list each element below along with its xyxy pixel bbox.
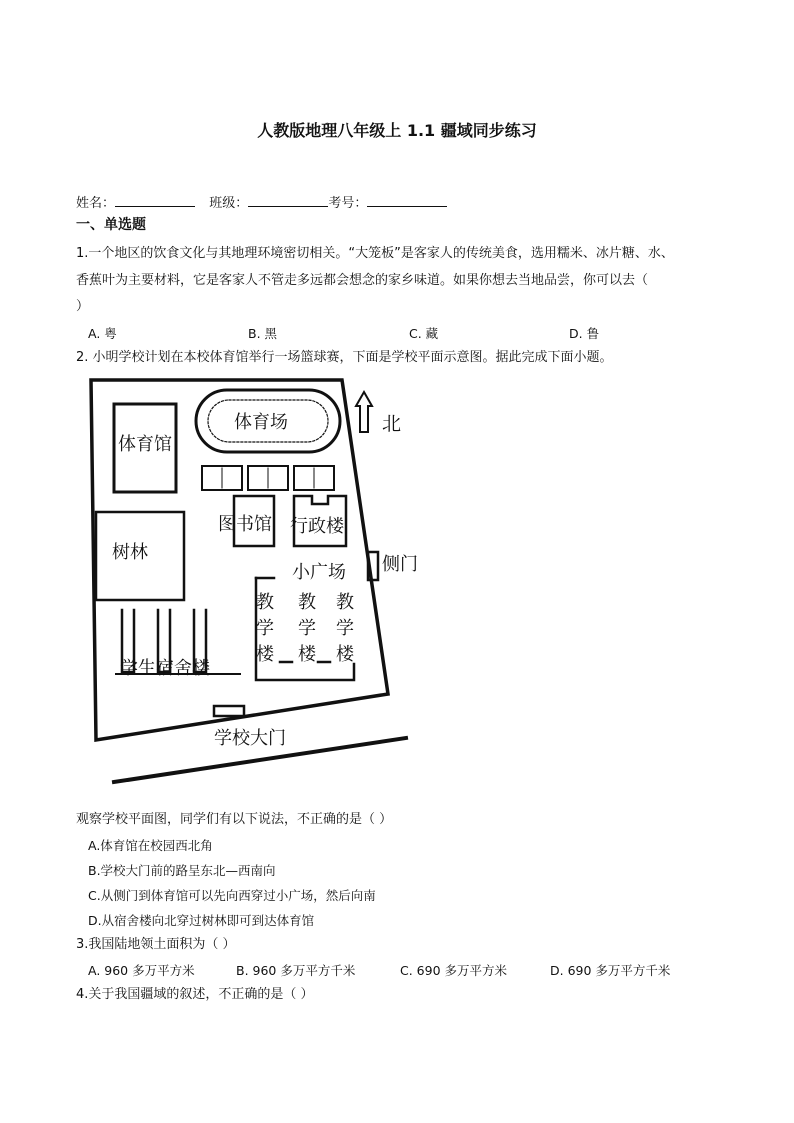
q2-option-a[interactable]: A.体育馆在校园西北角 <box>88 838 213 853</box>
north-arrow-icon <box>356 392 372 432</box>
q2-stem: 2. 小明学校计划在本校体育馆举行一场篮球赛，下面是学校平面示意图。据此完成下面小题。 <box>76 350 613 365</box>
teaching-label-2-char-3: 楼 <box>298 644 316 665</box>
teaching-label-1-char-3: 楼 <box>256 644 274 665</box>
plaza-label: 小广场 <box>292 562 346 583</box>
teaching-label-3-char-3: 楼 <box>336 644 354 665</box>
name-label: 姓名： <box>76 196 116 211</box>
q1-option-b[interactable]: B. 黑 <box>248 326 278 341</box>
main-gate <box>214 706 244 716</box>
library-label: 图书馆 <box>218 514 272 535</box>
id-blank[interactable] <box>367 192 447 207</box>
teaching-label-3-char-1: 教 <box>336 592 354 613</box>
q3-option-d[interactable]: D. 690 多万平方千米 <box>550 963 671 978</box>
q2-option-c[interactable]: C.从侧门到体育馆可以先向西穿过小广场，然后向南 <box>88 888 376 903</box>
q1-option-c[interactable]: C. 藏 <box>409 326 439 341</box>
side-gate-label: 侧门 <box>382 554 418 575</box>
page-title: 人教版地理八年级上 1.1 疆域同步练习 <box>257 121 537 140</box>
q4-stem: 4.关于我国疆域的叙述，不正确的是（ ） <box>76 987 314 1002</box>
q2-sub-stem: 观察学校平面图，同学们有以下说法，不正确的是（ ） <box>76 812 393 827</box>
q1-line3: ） <box>76 299 90 314</box>
q3-option-b[interactable]: B. 960 多万平方千米 <box>236 963 356 978</box>
q2-option-b[interactable]: B.学校大门前的路呈东北—西南向 <box>88 863 276 878</box>
q1-line2: 香蕉叶为主要材料，它是客家人不管走多远都会想念的家乡味道。如果你想去当地品尝，你可以去（ <box>76 273 649 288</box>
q1-line1: 1.一个地区的饮食文化与其地理环境密切相关。“大笼板”是客家人的传统美食，选用糯米、冰片糖、水、 <box>76 246 674 261</box>
teaching-label-2-char-1: 教 <box>298 592 316 613</box>
dorm-label: 学生宿舍楼 <box>120 658 210 679</box>
north-label: 北 <box>382 413 402 435</box>
class-blank[interactable] <box>248 192 328 207</box>
teaching-label-1-char-1: 教 <box>256 592 274 613</box>
class-label: 班级： <box>209 196 249 211</box>
section-heading: 一、单选题 <box>76 217 146 233</box>
admin-label: 行政楼 <box>290 516 344 537</box>
main-gate-label: 学校大门 <box>214 728 286 749</box>
teaching-label-2-char-2: 学 <box>298 618 316 639</box>
q3-option-a[interactable]: A. 960 多万平方米 <box>88 963 195 978</box>
gym-label: 体育馆 <box>118 434 172 455</box>
q3-option-c[interactable]: C. 690 多万平方米 <box>400 963 508 978</box>
q1-option-d[interactable]: D. 鲁 <box>569 326 600 341</box>
teaching-label-1-char-2: 学 <box>256 618 274 639</box>
id-label: 考号： <box>328 196 368 211</box>
teaching-label-3-char-2: 学 <box>336 618 354 639</box>
student-info <box>76 192 447 214</box>
forest-label: 树林 <box>112 542 148 563</box>
name-blank[interactable] <box>115 192 195 207</box>
school-map <box>84 372 418 788</box>
q3-stem: 3.我国陆地领土面积为（ ） <box>76 937 236 952</box>
q1-option-a[interactable]: A. 粤 <box>88 326 117 341</box>
stadium-label: 体育场 <box>234 412 288 433</box>
q2-option-d[interactable]: D.从宿舍楼向北穿过树林即可到达体育馆 <box>88 913 315 928</box>
